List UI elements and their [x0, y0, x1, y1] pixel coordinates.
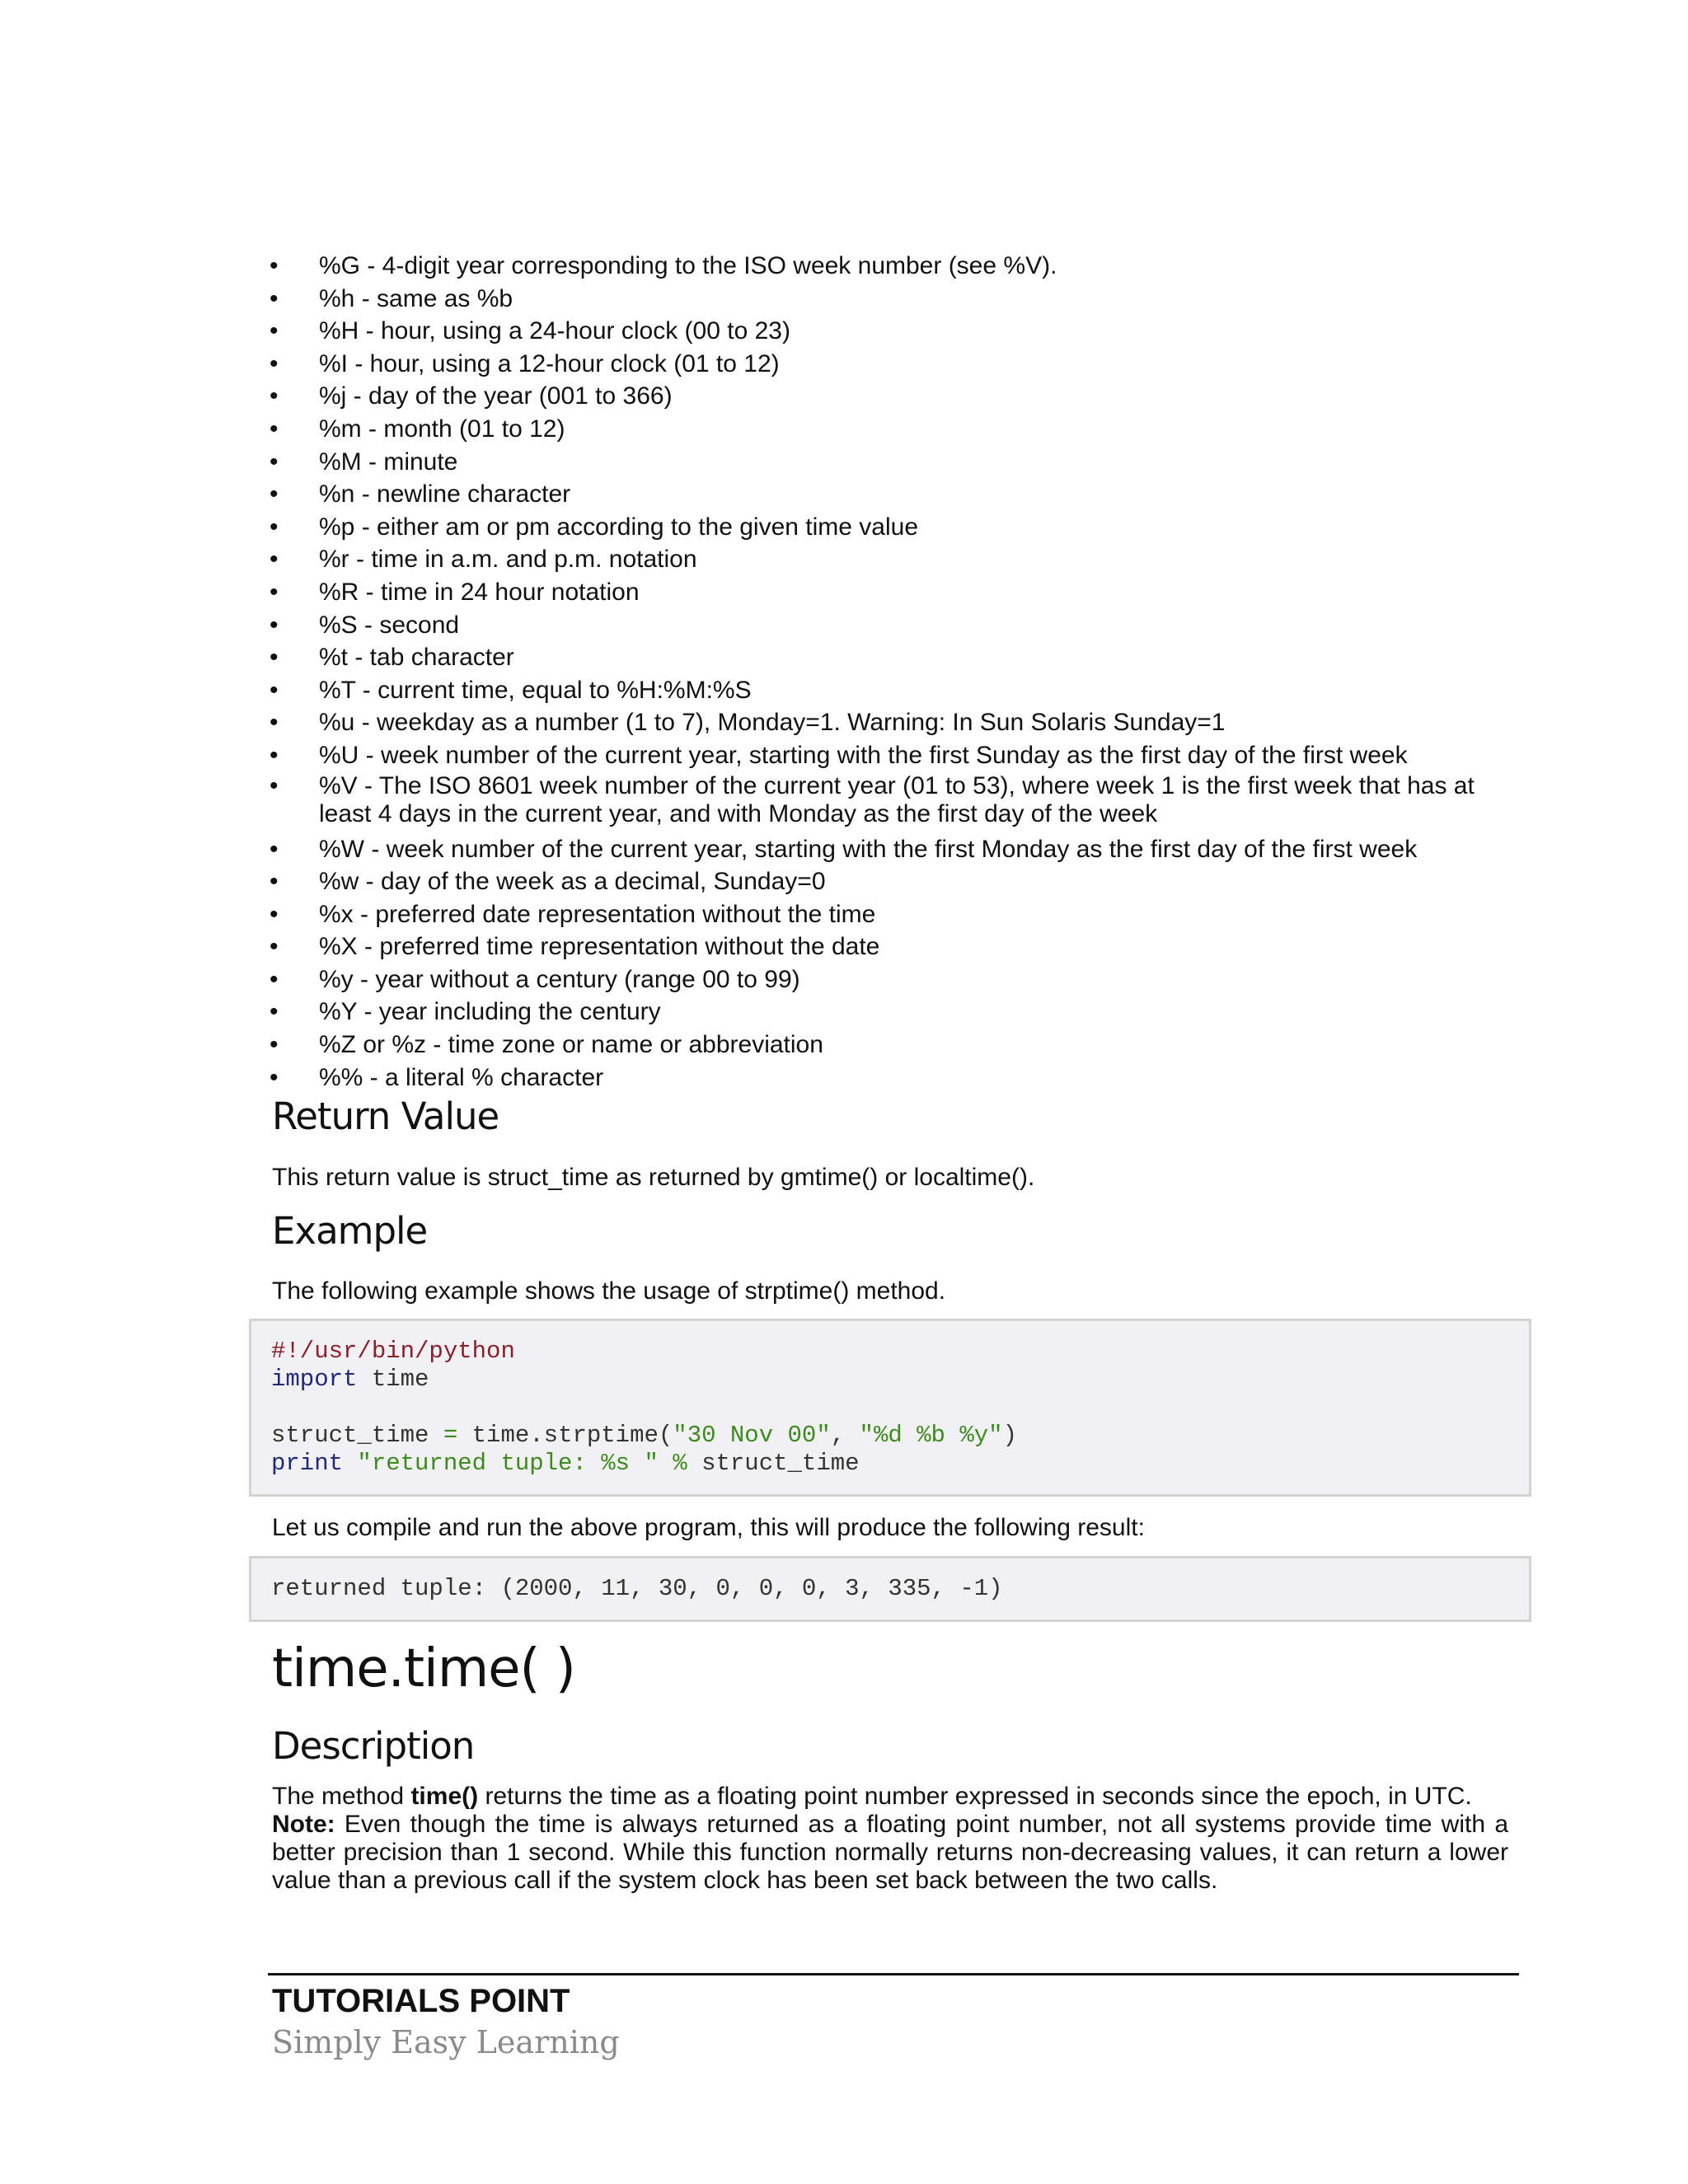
list-item: • %V - The ISO 8601 week number of the current year (01 to 53), where week 1 is the first week that has at least 4 days in the current year, and with Monday as the first day of the week	[270, 772, 1506, 833]
format-directive-list	[270, 250, 1506, 1094]
description-heading: Description	[272, 1724, 475, 1768]
code-block	[249, 1319, 1531, 1497]
list-item: • %Y - year including the century	[270, 996, 1506, 1029]
code-line-blank	[271, 1394, 1509, 1422]
code-string: "returned tuple: %s "	[343, 1450, 673, 1477]
description-paragraph	[272, 1783, 1508, 1811]
result-intro: Let us compile and run the above program, this will produce the following result:	[272, 1514, 1145, 1541]
output-block	[249, 1556, 1531, 1622]
note-text: Even though the time is always returned as a floating point number, not all systems provide time with a better precision than 1 second. While this function normally returns non-decreasing values, it can return a lower value than a previous call if the system clock has been set back between the two calls.	[272, 1811, 1508, 1894]
code-text: ,	[830, 1422, 860, 1449]
list-item: • %R - time in 24 hour notation	[270, 576, 1506, 609]
list-item: • %M - minute	[270, 446, 1506, 479]
code-line-import	[271, 1366, 1509, 1394]
code-text: struct_time	[271, 1422, 443, 1449]
time-time-title: time.time( )	[272, 1638, 575, 1699]
list-item: • %U - week number of the current year, starting with the first Sunday as the first day of the first week	[270, 739, 1506, 772]
note-label: Note:	[272, 1811, 335, 1838]
example-intro: The following example shows the usage of strptime() method.	[272, 1277, 946, 1305]
code-operator: %	[673, 1450, 687, 1477]
code-text: time	[357, 1366, 429, 1393]
list-item: • %Z or %z - time zone or name or abbreviation	[270, 1029, 1506, 1062]
code-comment: #!/usr/bin/python	[271, 1338, 515, 1365]
desc-text: returns the time as a floating point number expressed in seconds since the epoch, in UTC.	[478, 1783, 1472, 1810]
note-paragraph	[272, 1811, 1508, 1895]
code-text: time.strptime(	[457, 1422, 673, 1449]
desc-text: The method	[272, 1783, 411, 1810]
list-item: • %u - weekday as a number (1 to 7), Monday=1. Warning: In Sun Solaris Sunday=1	[270, 706, 1506, 739]
list-item: • %w - day of the week as a decimal, Sunday=0	[270, 865, 1506, 898]
desc-method-name: time()	[410, 1783, 479, 1810]
list-item: • %n - newline character	[270, 478, 1506, 511]
example-heading: Example	[272, 1209, 428, 1253]
code-text: )	[1002, 1422, 1017, 1449]
list-item: • %W - week number of the current year, starting with the first Monday as the first day of the first week	[270, 833, 1506, 866]
code-keyword: print	[271, 1450, 344, 1477]
list-item: • %h - same as %b	[270, 283, 1506, 316]
code-operator: =	[443, 1422, 458, 1449]
code-string: "%d %b %y"	[859, 1422, 1003, 1449]
list-item: • %H - hour, using a 24-hour clock (00 to 23)	[270, 315, 1506, 348]
code-text: struct_time	[687, 1450, 860, 1477]
list-item: • %m - month (01 to 12)	[270, 413, 1506, 446]
code-line-print	[271, 1450, 1509, 1478]
list-item: • %T - current time, equal to %H:%M:%S	[270, 674, 1506, 707]
list-item: • %x - preferred date representation without the time	[270, 898, 1506, 931]
list-item: • %j - day of the year (001 to 366)	[270, 380, 1506, 413]
footer-tagline: Simply Easy Learning	[272, 2024, 620, 2060]
code-string: "30 Nov 00"	[673, 1422, 831, 1449]
list-item: • %S - second	[270, 609, 1506, 642]
list-item: • %X - preferred time representation without the date	[270, 930, 1506, 963]
list-item: • %G - 4-digit year corresponding to the ISO week number (see %V).	[270, 250, 1506, 283]
code-keyword: import	[271, 1366, 358, 1393]
return-value-heading: Return Value	[272, 1094, 499, 1138]
code-line-shebang	[271, 1338, 1509, 1366]
list-item: • %y - year without a century (range 00 to 99)	[270, 963, 1506, 996]
list-item: • %p - either am or pm according to the given time value	[270, 511, 1506, 544]
list-item: • %I - hour, using a 12-hour clock (01 to 12)	[270, 348, 1506, 381]
code-line-assign	[271, 1422, 1509, 1450]
list-item: • %% - a literal % character	[270, 1062, 1506, 1094]
footer-brand: TUTORIALS POINT	[272, 1983, 570, 2019]
list-item: • %r - time in a.m. and p.m. notation	[270, 543, 1506, 576]
footer-divider	[268, 1973, 1519, 1975]
return-value-text: This return value is struct_time as returned by gmtime() or localtime().	[272, 1164, 1035, 1191]
output-line: returned tuple: (2000, 11, 30, 0, 0, 0, 3, 335, -1)	[271, 1575, 1003, 1602]
list-item: • %t - tab character	[270, 641, 1506, 674]
